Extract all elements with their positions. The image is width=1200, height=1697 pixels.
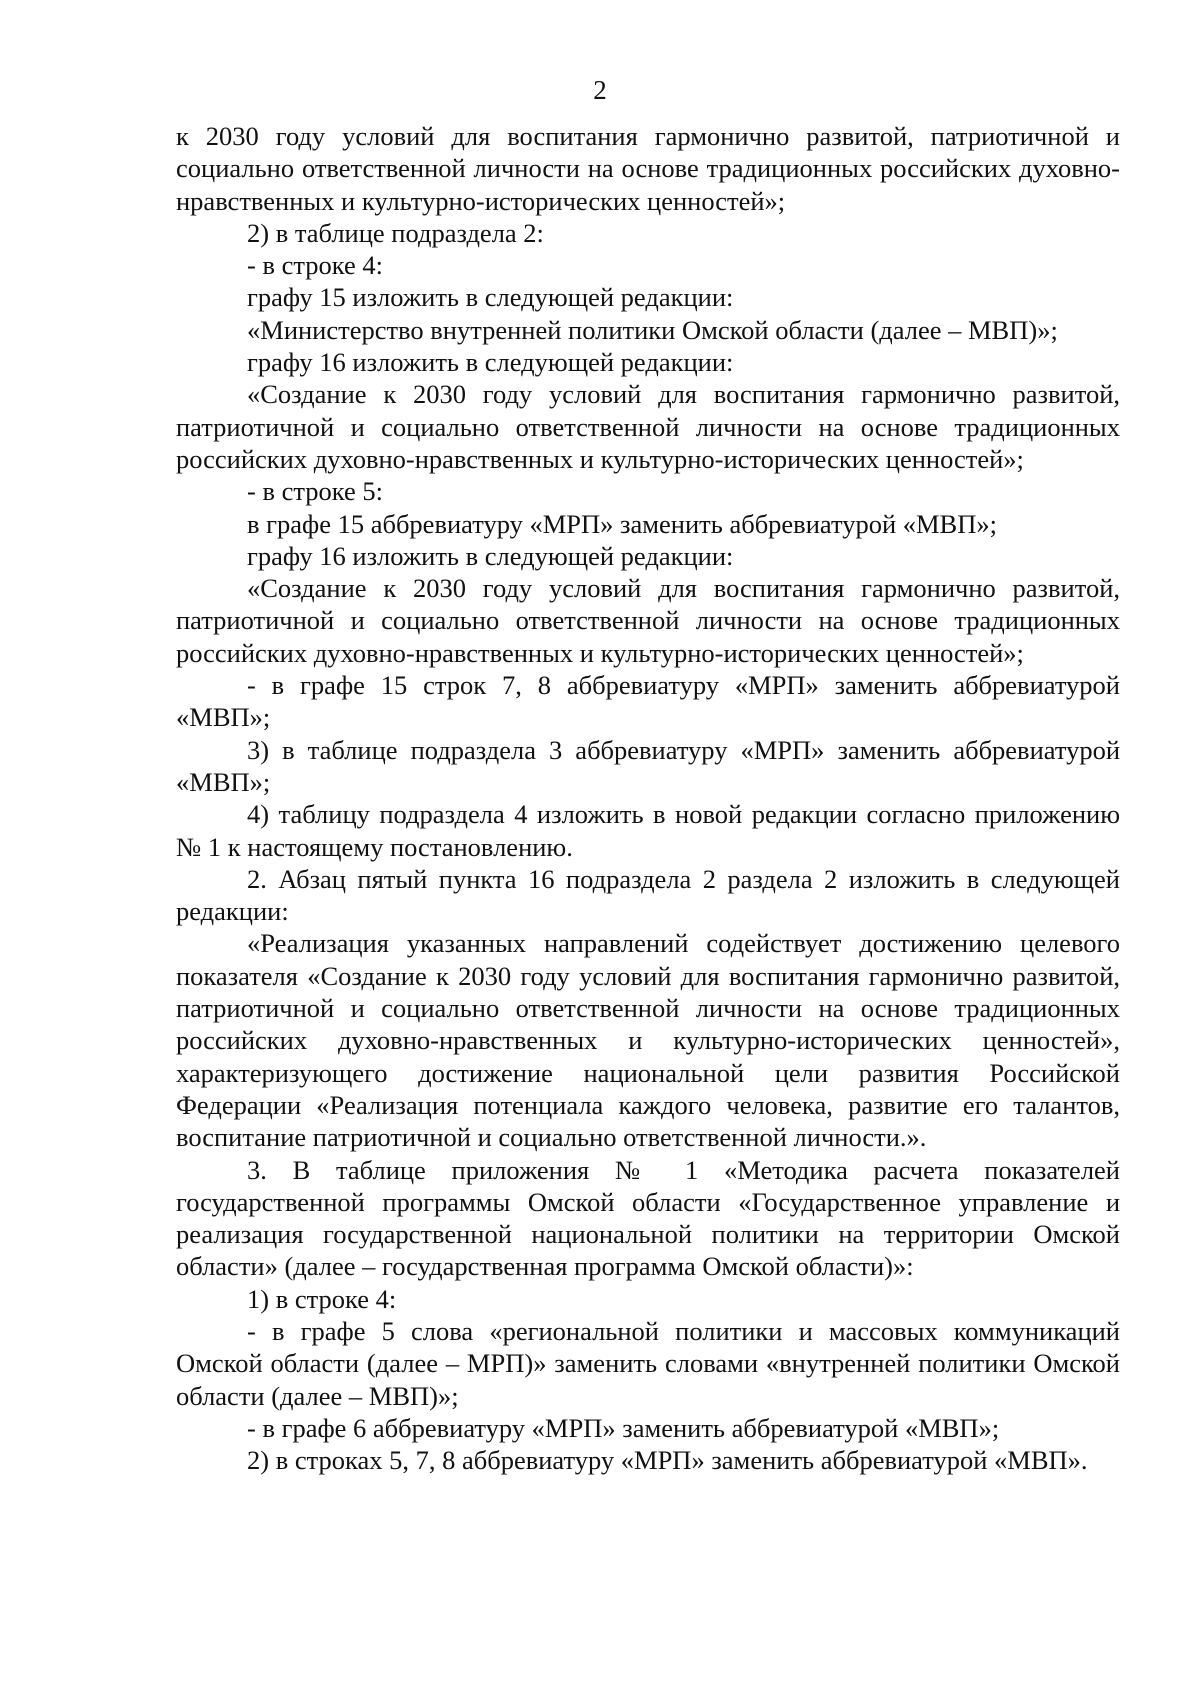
paragraph-implementation-quote: «Реализация указанных направлений содействует достижению целевого показателя «Создание к 2030 году условий для воспитания гармонично развитой, патриотичной и социально ответственной личности на основе традиционных российских духовно-нравственных и культурно-исторических ценностей», характеризующего достижение национальной цели развития Российской Федерации «Реализация потенциала каждого человека, развитие его талантов, воспитание патриотичной и социально ответственной личности.». — [176, 928, 1120, 1153]
paragraph-column-16-second: графу 16 изложить в следующей редакции: — [247, 540, 734, 571]
paragraph-row-5: - в строке 5: — [247, 476, 383, 507]
page-number: 2 — [593, 75, 607, 105]
paragraph-column-15-replace: в графе 15 аббревиатуру «МРП» заменить аббревиатурой «МВП»; — [247, 508, 997, 539]
paragraph-item-2: 2. Абзац пятый пункта 16 подраздела 2 раздела 2 изложить в следующей редакции: — [176, 863, 1120, 927]
paragraph-rows-5-7-8: 2) в строках 5, 7, 8 аббревиатуру «МРП» заменить аббревиатурой «МВП». — [247, 1445, 1088, 1476]
paragraph-column-16: графу 16 изложить в следующей редакции: — [247, 347, 734, 378]
paragraph-subitem-4: 4) таблицу подраздела 4 изложить в новой редакции согласно приложению № 1 к настоящему постановлению. — [176, 799, 1120, 862]
paragraph-rows-7-8: - в графе 15 строк 7, 8 аббревиатуру «МРП» заменить аббревиатурой «МВП»; — [176, 670, 1120, 733]
paragraph-goal-quote-second: «Создание к 2030 году условий для воспитания гармонично развитой, патриотичной и социально ответственной личности на основе традиционных российских духовно-нравственных и культурно-исторических ценностей»; — [176, 573, 1120, 668]
paragraph-ministry-quote: «Министерство внутренней политики Омской области (далее – МВП)»; — [247, 314, 1058, 345]
document-body — [176, 120, 1120, 1476]
paragraph-subitem-2: 2) в таблице подраздела 2: — [247, 217, 544, 248]
paragraph-item-3-row-4: 1) в строке 4: — [247, 1283, 397, 1314]
paragraph-row-4: - в строке 4: — [247, 250, 383, 281]
paragraph-item-3: 3. В таблице приложения № 1 «Методика расчета показателей государственной программы Омской области «Государственное управление и реализация государственной национальной политики на территории Омской области» (далее – государственная программа Омской области)»: — [176, 1154, 1120, 1282]
paragraph-continuation: к 2030 году условий для воспитания гармонично развитой, патриотичной и социально ответственной личности на основе традиционных российских духовно-нравственных и культурно-исторических ценностей»; — [176, 121, 1120, 216]
paragraph-column-5: - в графе 5 слова «региональной политики и массовых коммуникаций Омской области (далее – МРП)» заменить словами «внутренней политики Омской области (далее – МВП)»; — [176, 1315, 1120, 1411]
paragraph-column-6: - в графе 6 аббревиатуру «МРП» заменить аббревиатурой «МВП»; — [247, 1412, 1000, 1443]
paragraph-column-15: графу 15 изложить в следующей редакции: — [247, 282, 734, 313]
paragraph-subitem-3: 3) в таблице подраздела 3 аббревиатуру «МРП» заменить аббревиатурой «МВП»; — [176, 734, 1120, 797]
paragraph-goal-quote: «Создание к 2030 году условий для воспитания гармонично развитой, патриотичной и социально ответственной личности на основе традиционных российских духовно-нравственных и культурно-исторических ценностей»; — [176, 379, 1120, 474]
